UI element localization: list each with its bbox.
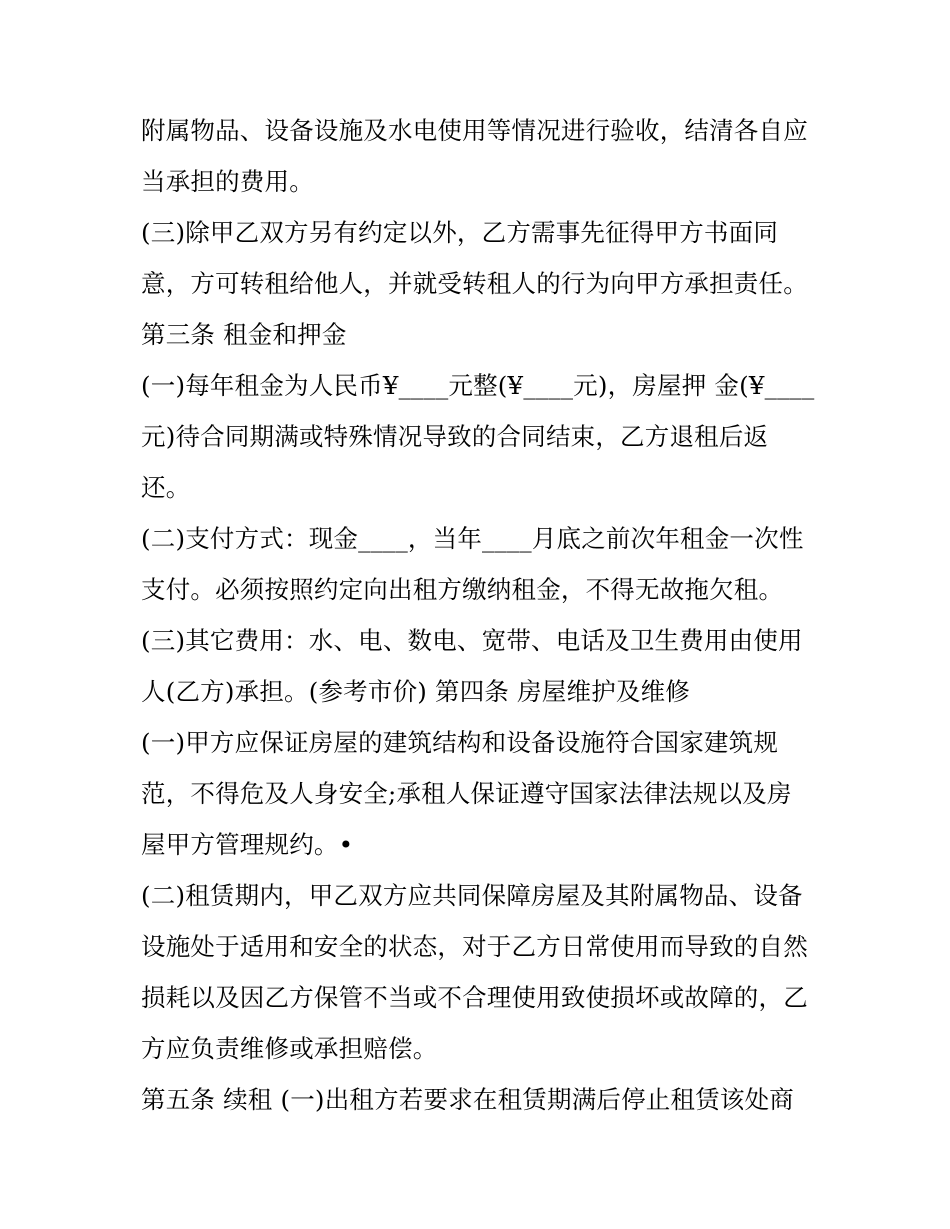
document-body xyxy=(141,105,831,1125)
text-line: 设施处于适用和安全的状态，对于乙方日常使用而导致的自然 xyxy=(141,932,808,961)
section-heading: 第五条 续租 (一)出租方若要求在租赁期满后停止租赁该处商 xyxy=(141,1085,794,1114)
text-line: 附属物品、设备设施及水电使用等情况进行验收，结清各自应 xyxy=(141,116,808,145)
section-heading: 第三条 租金和押金 xyxy=(141,320,347,349)
text-line: 元)待合同期满或特殊情况导致的合同结束，乙方退租后返 xyxy=(141,422,769,451)
text-line: (二)支付方式：现金____，当年____月底之前次年租金一次性 xyxy=(141,524,804,553)
text-line: (三)其它费用：水、电、数电、宽带、电话及卫生费用由使用 xyxy=(141,626,803,655)
text-line: 意，方可转租给他人，并就受转租人的行为向甲方承担责任。 xyxy=(141,269,808,298)
text-line: 屋甲方管理规约。• xyxy=(141,830,354,859)
text-line: 支付。必须按照约定向出租方缴纳租金，不得无故拖欠租。 xyxy=(141,575,784,604)
text-line: (一)甲方应保证房屋的建筑结构和设备设施符合国家建筑规 xyxy=(141,728,779,757)
text-line: 损耗以及因乙方保管不当或不合理使用致使损坏或故障的，乙 xyxy=(141,983,808,1012)
text-line: 方应负责维修或承担赔偿。 xyxy=(141,1034,438,1063)
text-line: 当承担的费用。 xyxy=(141,167,314,196)
text-line: (二)租赁期内，甲乙双方应共同保障房屋及其附属物品、设备 xyxy=(141,881,803,910)
text-line: 还。 xyxy=(141,473,191,502)
text-line: 范，不得危及人身安全;承租人保证遵守国家法律法规以及房 xyxy=(141,779,792,808)
text-line: (一)每年租金为人民币¥____元整(¥____元)，房屋押 金(¥____ xyxy=(141,371,815,400)
text-line: 人(乙方)承担。(参考市价) 第四条 房屋维护及维修 xyxy=(141,677,691,706)
text-line: (三)除甲乙双方另有约定以外，乙方需事先征得甲方书面同 xyxy=(141,218,779,247)
